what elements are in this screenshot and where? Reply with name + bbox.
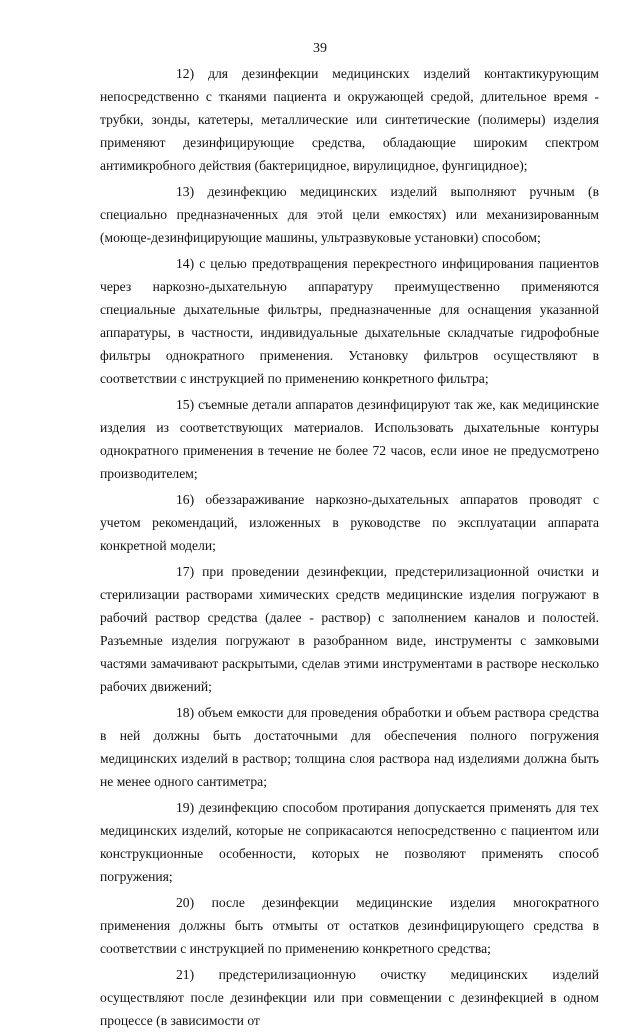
page-number: 39 [313, 41, 327, 56]
paragraph-text: дезинфекцию способом протирания допускается применять для тех медицинских изделий, которые не соприкасаются непосредственно с пациентом или конструкционные особенности, которых не позволяют применять способ погружения; [100, 800, 599, 884]
paragraph-text: съемные детали аппаратов дезинфицируют так же, как медицинские изделия из соответствующих материалов. Использовать дыхательные контуры однократного применения в течение не более 72 часов, если иное не предусмотрено производителем; [100, 397, 599, 481]
paragraph-13 [100, 180, 599, 249]
paragraph-21 [100, 963, 599, 1032]
paragraph-14 [100, 252, 599, 390]
paragraph-number: 13) [176, 184, 195, 199]
paragraph-20 [100, 891, 599, 960]
paragraph-number: 14) [176, 256, 195, 271]
paragraph-text: обеззараживание наркозно-дыхательных аппаратов проводят с учетом рекомендаций, изложенных в руководстве по эксплуатации аппарата конкретной модели; [100, 492, 599, 553]
paragraph-text: предстерилизационную очистку медицинских изделий осуществляют после дезинфекции или при совмещении с дезинфекцией в одном процессе (в зависимости от [100, 967, 599, 1028]
paragraph-19 [100, 796, 599, 888]
paragraph-number: 19) [176, 800, 195, 815]
paragraph-text: с целью предотвращения перекрестного инфицирования пациентов через наркозно-дыхательную аппаратуру преимущественно применяются специальные дыхательные фильтры, предназначенные для оснащения указанной аппаратуры, в частности, индивидуальные дыхательные складчатые гидрофобные фильтры однократного применения. Установку фильтров осуществляют в соответствии с инструкцией по применению конкретного фильтра; [100, 256, 599, 386]
paragraph-number: 18) [176, 705, 195, 720]
paragraph-number: 12) [176, 66, 195, 81]
paragraph-17 [100, 560, 599, 698]
paragraph-15 [100, 393, 599, 485]
paragraph-number: 20) [176, 895, 195, 910]
paragraph-text: при проведении дезинфекции, предстерилизационной очистки и стерилизации растворами химических средств медицинские изделия погружают в рабочий раствор средства (далее - раствор) с заполнением каналов и полостей. Разъемные изделия погружают в разобранном виде, инструменты с замковыми частями замачивают раскрытыми, сделав этими инструментами в растворе несколько рабочих движений; [100, 564, 599, 694]
paragraph-text: дезинфекцию медицинских изделий выполняют ручным (в специально предназначенных для этой цели емкостях) или механизированным (моюще-дезинфицирующие машины, ультразвуковые установки) способом; [100, 184, 599, 245]
paragraph-16 [100, 488, 599, 557]
paragraph-12 [100, 62, 599, 177]
paragraph-number: 16) [176, 492, 195, 507]
document-body [100, 62, 599, 1035]
paragraph-number: 17) [176, 564, 195, 579]
paragraph-text: после дезинфекции медицинские изделия многократного применения должны быть отмыты от остатков дезинфицирующего средства в соответствии с инструкцией по применению конкретного средства; [100, 895, 599, 956]
paragraph-text: объем емкости для проведения обработки и объем раствора средства в ней должны быть достаточными для обеспечения полного погружения медицинских изделий в раствор; толщина слоя раствора над изделиями должна быть не менее одного сантиметра; [100, 705, 599, 789]
paragraph-text: для дезинфекции медицинских изделий контактикурующим непосредственно с тканями пациента и окружающей средой, длительное время - трубки, зонды, катетеры, металлические или синтетические (полимеры) изделия применяют дезинфицирующие средства, обладающие широким спектром антимикробного действия (бактерицидное, вирулицидное, фунгицидное); [100, 66, 600, 173]
paragraph-number: 21) [176, 967, 195, 982]
paragraph-18 [100, 701, 599, 793]
paragraph-number: 15) [176, 397, 195, 412]
